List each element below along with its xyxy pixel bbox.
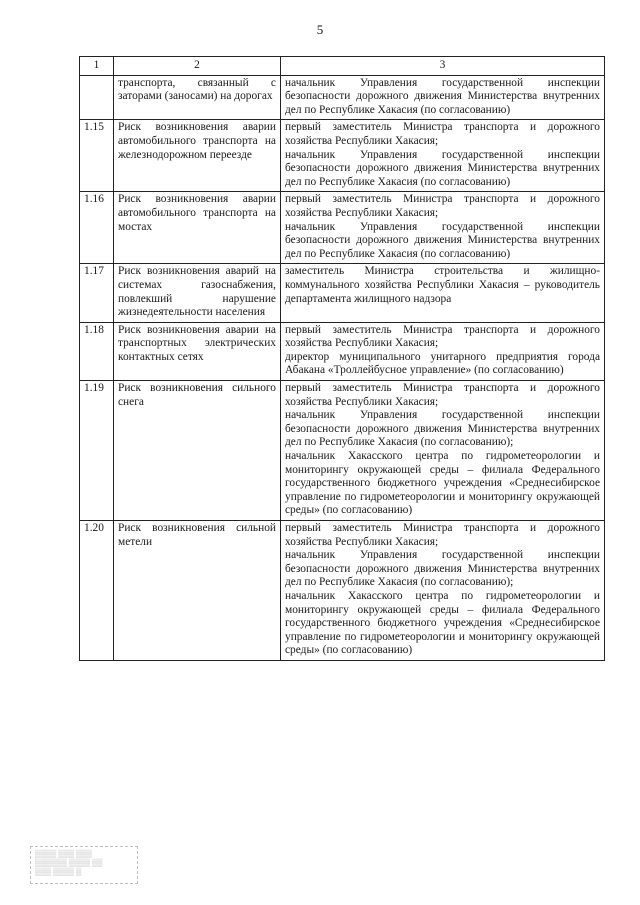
risk-description: Риск возникновения сильного снега <box>114 381 281 521</box>
responsible-officials <box>281 264 605 322</box>
responsible-official: заместитель Министра строительства и жилищно-коммунального хозяйства Республики Хакасия – руководитель департамента жилищного надзора <box>285 265 600 305</box>
risk-description: транспорта, связанный с заторами (заносами) на дорогах <box>114 75 281 120</box>
responsible-official: начальник Хакасского центра по гидрометеорологии и мониторингу окружающей среды – филиала Федерального государственного бюджетного учреждения «Среднесибирское управление по гидрометеорологии и мониторингу окружающей среды» (по согласованию) <box>285 450 600 517</box>
risk-description: Риск возникновения аварии автомобильного транспорта на мостах <box>114 192 281 264</box>
row-number: 1.17 <box>80 264 114 322</box>
responsibility-table <box>79 56 605 661</box>
responsible-official: первый заместитель Министра транспорта и дорожного хозяйства Республики Хакасия; <box>285 193 600 219</box>
responsible-official: начальник Управления государственной инспекции безопасности дорожного движения Министерства внутренних дел по Республике Хакасия (по согласованию) <box>285 76 600 116</box>
row-number: 1.19 <box>80 381 114 521</box>
table-row <box>80 264 605 322</box>
risk-description: Риск возникновения аварии автомобильного транспорта на железнодорожном переезде <box>114 120 281 192</box>
registration-stamp: ▒▒▒▒ ▒▒▒ ▒▒▒ ▒▒▒▒▒▒ ▒▒▒▒ ▒▒ ▒▒▒ ▒▒▒▒ ▒ <box>30 846 138 884</box>
responsible-officials <box>281 322 605 380</box>
table-row <box>80 322 605 380</box>
row-number: 1.15 <box>80 120 114 192</box>
row-number: 1.18 <box>80 322 114 380</box>
risk-description: Риск возникновения аварии на транспортных электрических контактных сетях <box>114 322 281 380</box>
row-number: 1.16 <box>80 192 114 264</box>
table-row <box>80 521 605 661</box>
table-body <box>80 75 605 660</box>
table-header-row <box>80 57 605 76</box>
responsible-official: начальник Управления государственной инспекции безопасности дорожного движения Министерства внутренних дел по Республике Хакасия (по согласованию) <box>285 220 600 260</box>
responsible-official: первый заместитель Министра транспорта и дорожного хозяйства Республики Хакасия; <box>285 382 600 408</box>
table-row <box>80 75 605 120</box>
risk-description: Риск возникновения сильной метели <box>114 521 281 661</box>
responsible-official: директор муниципального унитарного предприятия города Абакана «Троллейбусное управление» (по согласованию) <box>285 350 600 377</box>
risk-description: Риск возникновения аварий на системах газоснабжения, повлекший нарушение жизнедеятельности населения <box>114 264 281 322</box>
header-col-2: 2 <box>114 57 281 76</box>
table-row <box>80 192 605 264</box>
header-col-3: 3 <box>281 57 605 76</box>
table-row <box>80 381 605 521</box>
responsible-official: начальник Управления государственной инспекции безопасности дорожного движения Министерства внутренних дел по Республике Хакасия (по согласованию); <box>285 409 600 449</box>
responsible-official: первый заместитель Министра транспорта и дорожного хозяйства Республики Хакасия; <box>285 323 600 350</box>
responsible-officials <box>281 521 605 661</box>
responsible-official: начальник Управления государственной инспекции безопасности дорожного движения Министерства внутренних дел по Республике Хакасия (по согласованию); <box>285 549 600 589</box>
responsible-official: начальник Управления государственной инспекции безопасности дорожного движения Министерства внутренних дел по Республике Хакасия (по согласованию) <box>285 148 600 188</box>
responsible-official: первый заместитель Министра транспорта и дорожного хозяйства Республики Хакасия; <box>285 121 600 147</box>
responsible-official: начальник Хакасского центра по гидрометеорологии и мониторингу окружающей среды – филиала Федерального государственного бюджетного учреждения «Среднесибирское управление по гидрометеорологии и мониторингу окружающей среды» (по согласованию) <box>285 589 600 657</box>
responsible-officials <box>281 381 605 521</box>
page-number: 5 <box>316 22 324 37</box>
row-number <box>80 75 114 120</box>
responsible-official: первый заместитель Министра транспорта и дорожного хозяйства Республики Хакасия; <box>285 522 600 548</box>
responsible-officials <box>281 120 605 192</box>
responsible-officials <box>281 192 605 264</box>
row-number: 1.20 <box>80 521 114 661</box>
responsible-officials <box>281 75 605 120</box>
table-row <box>80 120 605 192</box>
header-col-1: 1 <box>80 57 114 76</box>
